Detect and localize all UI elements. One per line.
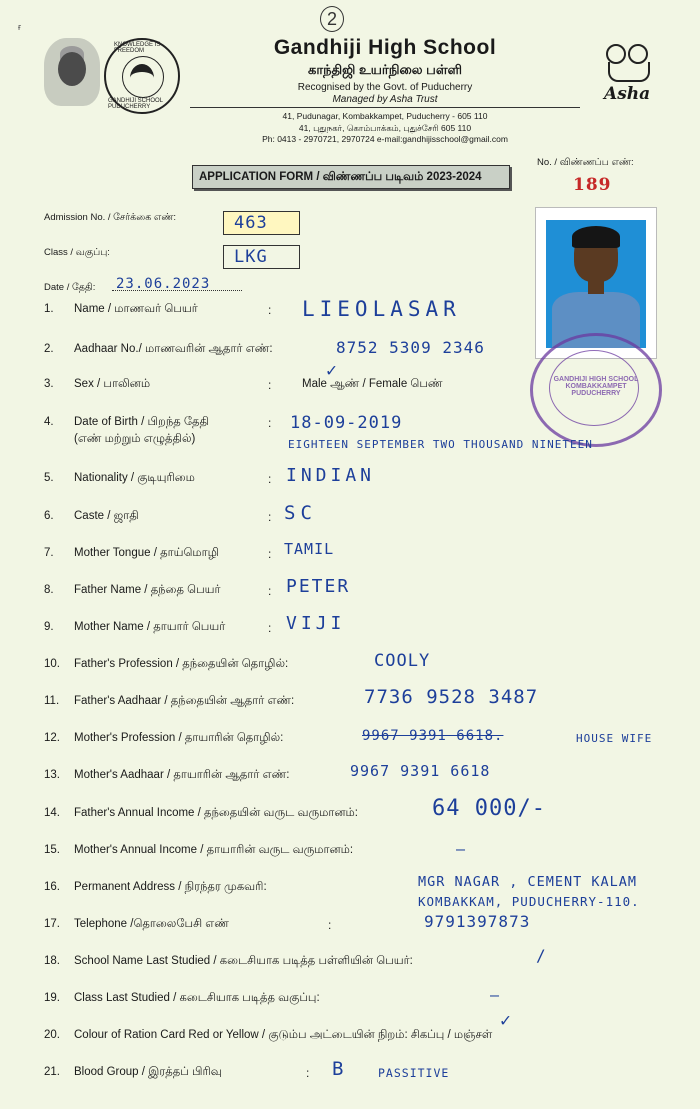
sex-checkmark: ✓ [326,360,338,381]
field-value-mother-profession-struck: 9967 9391 6618. [362,728,504,744]
recognition-text: Recognised by the Govt. of Puducherry [297,82,473,93]
admission-box [223,211,300,235]
field-row-mother-tongue: 7. Mother Tongue / தாய்மொழி [44,547,219,559]
class-label: Class / வகுப்பு: [44,247,110,258]
field-value-father-name: PETER [286,576,351,597]
corner-mark: ғ [18,22,22,32]
seal-text-top: KNOWLEDGE IS FREEDOM [114,42,161,54]
field-value-blood-group-rh: PASSITIVE [378,1066,450,1080]
field-value-last-class: — [490,986,501,1004]
gandhi-portrait-logo [44,38,100,106]
field-row-address: 16. Permanent Address / நிரந்தர முகவரி: [44,881,267,893]
class-value: LKG [234,247,268,267]
field-value-father-aadhaar: 7736 9528 3487 [364,686,539,708]
field-value-sex: Male ஆண் / Female பெண் [302,378,443,390]
field-value-blood-group: B [332,1058,345,1080]
field-row-father-profession: 10. Father's Profession / தந்தையின் தொழில்: [44,658,289,670]
stamp-text: GANDHIJI HIGH SCHOOL KOMBAKKAMPET PUDUCHERRY [553,376,639,397]
field-row-nationality: 5. Nationality / குடியுரிமை [44,472,195,484]
field-row-ration-card: 20. Colour of Ration Card Red or Yellow / குடும்ப அட்டையின் நிறம்: சிகப்பு / மஞ்சள் [44,1029,493,1041]
field-row-mother-name: 9. Mother Name / தாயார் பெயர் [44,621,226,633]
school-stamp [530,333,662,447]
asha-logo-text: Asha [604,84,651,104]
application-form-page: ғ 2 KNOWLEDGE IS FREEDOM GANDHIJI SCHOOL PUDUCHERRY Gandhiji High School காந்திஜி உயர்நிலை பள்ளி Recognised by the Govt. of Puducherry Managed by Asha Trust 41, Pudunagar, Kombakkampet, Puducherry - 605 110 41, புதுநகர், கொம்பாக்கம், புதுச்சேரி 605 110 Ph: 0413 - 2970721, 2970724 e-mail:gandhijisschool@gmail.com Asha APPLICATION FORM / விண்ணப்ப படிவம் 2023-2024 No. / விண்ணப்ப எண்: 189 Admission No. / சேர்க்கை எண்: 463 Class / வகுப்பு: LKG Date / தேதி: 23.06.2023 GANDHIJI HIGH SCHOOL KOMBAKKAMPET PUDUCHERRY 1. Name / மாணவர் பெயர் : LIEOLASAR 2. Aadhaar No./ மாணவரின் ஆதார் எண்: 8752 5309 2346 3. Sex / பாலினம் : Male ஆண் / Female பெண் ✓ 4. Date of Birth / பிறந்த தேதி (எண் மற்றும் எழுத்தில்) : 18-09-2019 EIGHTEEN SEPTEMBER TWO THOUSAND NINETEEN 5. Nationality / குடியுரிமை : INDIAN 6. Caste / ஜாதி : SC 7. Mother Tongue / தாய்மொழி : TAMIL 8. Father Name / தந்தை பெயர் : PETER 9. Mother Name / தாயார் பெயர் : VIJI 10. Father's Profession / தந்தையின் தொழில்: COOLY 11. Father's Aadhaar / தந்தையின் ஆதார் எண்: 7736 9528 3487 12. Mother's Profession / தாயாரின் தொழில்: 9967 9391 6618. HOUSE WIFE 13. Mother's Aadhaar / தாயாரின் ஆதார் எண்: 9967 9391 6618 14. Father's Annual Income / தந்தையின் வருட வருமானம்: 64 000/- 15. Mother's Annual Income / தாயாரின் வருட வருமானம்: — 16. Permanent Address / நிரந்தர முகவரி: MGR NAGAR , CEMENT KALAM KOMBAKKAM, PUDUCHERRY-110. 17. Telephone /தொலைபேசி எண் : 9791397873 18. School Name Last Studied / கடைசியாக படித்த பள்ளியின் பெயர்: / 19. Class Last Studied / கடைசியாக படித்த வகுப்பு: — 20. Colour of Ration Card Red or Yellow / குடும்ப அட்டையின் நிறம்: சிகப்பு / மஞ்சள் ✓ 21. Blood Group / இரத்தப் பிரிவு : B PASSITIVE [0,0,700,1109]
class-box [223,245,300,269]
field-row-mother-income: 15. Mother's Annual Income / தாயாரின் வருட வருமானம்: [44,844,354,856]
field-value-address-line2: KOMBAKKAM, PUDUCHERRY-110. [418,894,640,909]
field-value-caste: SC [284,502,317,524]
field-value-aadhaar: 8752 5309 2346 [336,338,485,357]
field-value-name: LIEOLASAR [302,297,461,321]
field-value-mother-aadhaar: 9967 9391 6618 [350,762,491,780]
field-row-last-school: 18. School Name Last Studied / கடைசியாக படித்த பள்ளியின் பெயர்: [44,955,413,967]
field-row-dob-sub: (எண் மற்றும் எழுத்தில்) [74,433,196,445]
field-value-mother-income: — [456,840,467,858]
field-value-mother-name: VIJI [286,613,346,634]
field-row-father-aadhaar: 11. Father's Aadhaar / தந்தையின் ஆதார் எண்: [44,695,295,707]
date-value: 23.06.2023 [116,276,211,292]
field-value-mother-tongue: TAMIL [284,540,335,558]
field-row-last-class: 19. Class Last Studied / கடைசியாக படித்த வகுப்பு: [44,992,320,1004]
field-value-dob-words: EIGHTEEN SEPTEMBER TWO THOUSAND NINETEEN [288,438,593,451]
school-name-tamil: காந்திஜி உயர்நிலை பள்ளி [308,62,462,77]
form-number-label: No. / விண்ணப்ப எண்: [537,157,634,168]
field-row-father-name: 8. Father Name / தந்தை பெயர் [44,584,221,596]
school-name: Gandhiji High School [273,36,497,59]
form-number-value: 189 [573,175,612,195]
date-label: Date / தேதி: [44,282,96,293]
managed-by-text: Managed by Asha Trust [332,94,438,105]
admission-label: Admission No. / சேர்க்கை எண்: [44,212,177,223]
field-row-blood-group: 21. Blood Group / இரத்தப் பிரிவு [44,1066,222,1078]
ration-card-checkmark: ✓ [500,1010,512,1031]
field-value-last-school: / [536,946,547,965]
field-row-aadhaar: 2. Aadhaar No./ மாணவரின் ஆதார் எண்: [44,343,273,355]
field-row-telephone: 17. Telephone /தொலைபேசி எண் [44,918,229,930]
field-row-dob: 4. Date of Birth / பிறந்த தேதி [44,416,209,428]
field-value-father-profession: COOLY [374,651,431,671]
field-value-telephone: 9791397873 [424,912,531,931]
header-divider [190,107,580,108]
field-value-dob: 18-09-2019 [290,413,403,433]
field-row-sex: 3. Sex / பாலினம் [44,378,151,390]
page-number-circled: 2 [320,6,344,32]
field-value-address-line1: MGR NAGAR , CEMENT KALAM [418,874,638,890]
address-line-1: 41, Pudunagar, Kombakkampet, Puducherry - 605 110 [282,111,488,121]
field-row-name: 1. Name / மாணவர் பெயர் [44,303,198,315]
field-row-caste: 6. Caste / ஜாதி [44,510,139,522]
seal-text-bottom: GANDHIJI SCHOOL PUDUCHERRY [108,98,163,110]
application-form-title: APPLICATION FORM / விண்ணப்ப படிவம் 2023-2024 [192,165,510,189]
field-value-father-income: 64 000/- [432,796,546,821]
field-row-mother-aadhaar: 13. Mother's Aadhaar / தாயாரின் ஆதார் எண்: [44,769,290,781]
field-value-mother-profession: HOUSE WIFE [576,732,653,745]
school-seal-logo [104,38,180,114]
field-row-father-income: 14. Father's Annual Income / தந்தையின் வருட வருமானம்: [44,807,358,819]
contact-line: Ph: 0413 - 2970721, 2970724 e-mail:gandhijisschool@gmail.com [262,134,508,144]
address-line-2: 41, புதுநகர், கொம்பாக்கம், புதுச்சேரி 605 110 [298,123,472,133]
asha-logo [600,38,660,108]
field-row-mother-profession: 12. Mother's Profession / தாயாரின் தொழில்: [44,732,284,744]
admission-value: 463 [234,213,268,233]
field-value-nationality: INDIAN [286,465,376,486]
